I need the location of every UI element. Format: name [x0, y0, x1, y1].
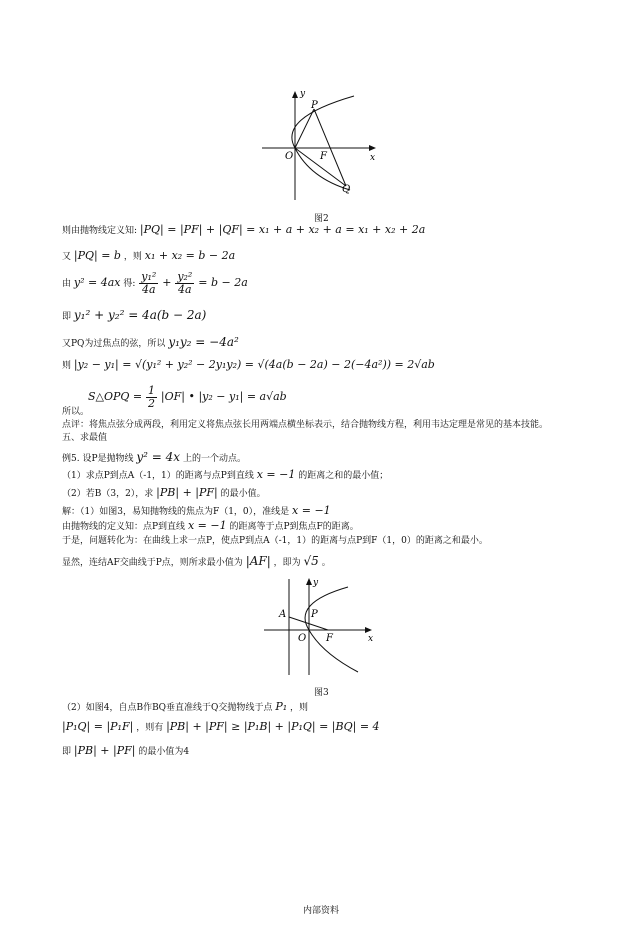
label-F: F [326, 633, 333, 644]
line-problem-transform: 于是，问题转化为：在曲线上求一点P，使点P到点A（-1，1）的距离与点P到F（1，0）的距离之和最小。 [62, 536, 488, 546]
line-area-formula: S△OPQ = $\frac{1}{2}$ |OF| • |y₂ − y₁| = a√ab [88, 384, 287, 410]
label-O: O [285, 151, 294, 162]
line-final-answer: 即 |PB| + |PF| 的最小值为4 [62, 744, 190, 757]
label-x: x [368, 634, 374, 644]
label-x: x [370, 153, 376, 163]
figure-3-diagram [262, 573, 382, 677]
line-minimum-af: 显然，连结AF交曲线于P点，则所求最小值为 |AF| ，即为 √5 。 [62, 554, 331, 568]
line-pq-equals-b: 又 |PQ| = b ，则 x₁ + x₂ = b − 2a [62, 249, 236, 262]
line-solution-1: 解：（1）如图3，易知抛物线的焦点为F（1，0），准线是 x = −1 [62, 504, 331, 517]
label-A: A [279, 609, 287, 620]
line-inequality: |P₁Q| = |P₁F| ，则有 |PB| + |PF| ≥ |P₁B| + |P₁Q| = |BQ| = 4 [62, 720, 380, 733]
segment-OP [295, 109, 314, 148]
x-axis-arrow [365, 627, 372, 633]
line-comment: 点评：将焦点弦分成两段，利用定义将焦点弦长用两端点横坐标表示，结合抛物线方程，利用韦达定理是常见的基本技能。 [62, 420, 549, 430]
line-sum-of-squares: 即 y₁² + y₂² = 4a(b − 2a) [62, 308, 207, 322]
label-y: y [300, 89, 306, 99]
line-example-5: 例5. 设P是抛物线 y² = 4x 上的一个动点。 [62, 450, 246, 464]
line-solution-2: （2）如图4，自点B作BQ垂直准线于Q交抛物线于点 P₁ ，则 [62, 700, 309, 713]
parabola-curve [292, 96, 354, 190]
y-axis-arrow [292, 91, 298, 98]
label-P: P [311, 100, 318, 111]
line-pq-definition: 则由抛物线定义知: |PQ| = |PF| + |QF| = x₁ + a + x₂ + a = x₁ + x₂ + 2a [62, 223, 426, 236]
label-F: F [320, 151, 327, 162]
figure-2-diagram [258, 82, 388, 202]
figure-2-caption: 图2 [314, 214, 329, 224]
fraction-y2: $\frac{\text{y₂²}}{4a}$ [177, 270, 193, 296]
figure-3-caption: 图3 [314, 688, 329, 698]
y-axis-arrow [306, 578, 312, 585]
line-y-difference: 则 |y₂ − y₁| = √(y₁² + y₂² − 2y₁y₂) = √(4a(b − 2a) − 2(−4a²)) = 2√ab [62, 358, 435, 371]
line-therefore: 所以。 [62, 407, 90, 417]
fraction-y1: $\frac{\text{y₁²}}{4a}$ [141, 270, 157, 296]
section-heading-extremum: 五、求最值 [62, 433, 108, 443]
line-from-equation: 由 y² = 4ax 得: $\frac{\text{y₁²}}{4a}$ + $\frac{\text{y₂²}}{4a}$ = b − 2a [62, 270, 248, 296]
fraction-half: $\frac{1}{2}$ [148, 384, 156, 410]
x-axis-arrow [369, 145, 376, 151]
label-Q: Q [342, 184, 351, 195]
line-question-2: （2）若B（3，2），求 |PB| + |PF| 的最小值。 [62, 486, 266, 499]
line-question-1: （1）求点P到点A（-1，1）的距离与点P到直线 x = −1 的距离之和的最小值； [62, 468, 389, 481]
line-focal-chord: 又PQ为过焦点的弦，所以 y₁y₂ = −4a² [62, 335, 239, 349]
page-footer: 内部资料 [302, 906, 339, 916]
label-y: y [313, 578, 319, 588]
line-definition-distance: 由抛物线的定义知：点P到直线 x = −1 的距离等于点P到焦点F的距离。 [62, 519, 359, 532]
label-O: O [298, 633, 307, 644]
label-P: P [311, 609, 318, 620]
